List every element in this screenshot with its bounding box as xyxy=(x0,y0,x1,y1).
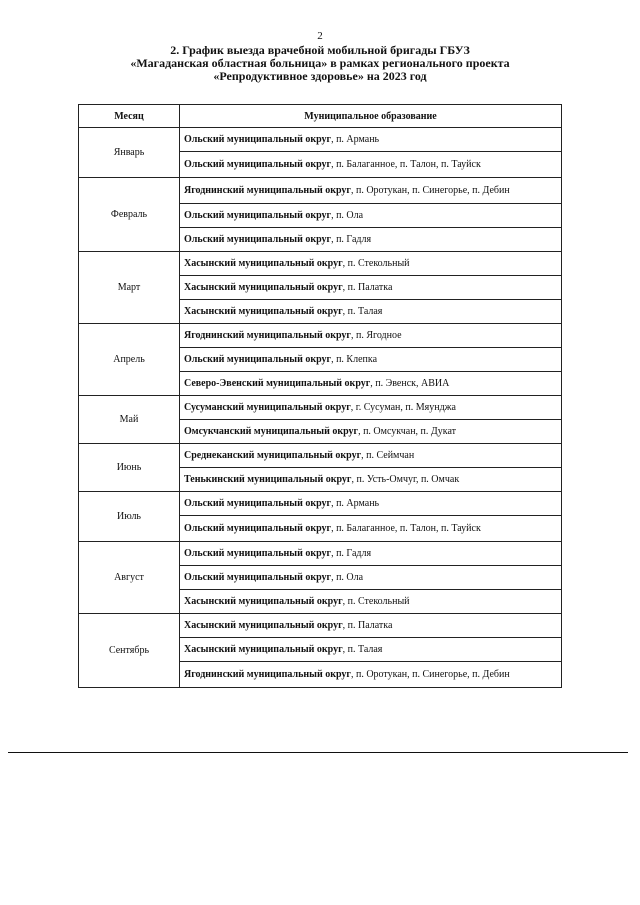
municipality-cell xyxy=(180,396,562,420)
settlement-list: , п. Талая xyxy=(342,644,383,655)
settlement-list: , г. Сусуман, п. Мяунджа xyxy=(350,402,456,413)
table-row xyxy=(79,396,562,420)
settlement-list: , п. Армань xyxy=(331,498,380,509)
month-cell: Июль xyxy=(79,492,180,542)
settlement-list: , п. Эвенск, АВИА xyxy=(370,378,450,389)
settlement-list: , п. Балаганное, п. Талон, п. Тауйск xyxy=(331,523,481,534)
municipality-cell xyxy=(180,300,562,324)
municipality-cell xyxy=(180,178,562,204)
municipality-name: Омсукчанский муниципальный округ xyxy=(184,426,359,437)
municipality-name: Среднеканский муниципальный округ xyxy=(184,450,362,461)
municipality-name: Северо-Эвенский муниципальный округ xyxy=(184,378,371,389)
municipality-cell xyxy=(180,324,562,348)
table-row xyxy=(79,178,562,204)
municipality-name: Тенькинский муниципальный округ xyxy=(184,474,352,485)
settlement-list: , п. Гадля xyxy=(331,234,372,245)
municipality-cell xyxy=(180,152,562,178)
municipality-cell xyxy=(180,348,562,372)
municipality-name: Ольский муниципальный округ xyxy=(184,159,332,170)
settlement-list: , п. Оротукан, п. Синегорье, п. Дебин xyxy=(350,669,510,680)
municipality-cell xyxy=(180,662,562,688)
title-line-1: 2. График выезда врачебной мобильной бригады ГБУЗ xyxy=(170,43,470,57)
settlement-list: , п. Гадля xyxy=(331,548,372,559)
municipality-name: Ягоднинский муниципальный округ xyxy=(184,185,351,196)
table-row xyxy=(79,614,562,638)
settlement-list: , п. Ягодное xyxy=(350,330,402,341)
title-line-2: «Магаданская областная больница» в рамках регионального проекта xyxy=(130,56,510,70)
settlement-list: , п. Сеймчан xyxy=(361,450,415,461)
municipality-cell xyxy=(180,516,562,542)
municipality-cell xyxy=(180,372,562,396)
settlement-list: , п. Балаганное, п. Талон, п. Тауйск xyxy=(331,159,481,170)
month-cell: Март xyxy=(79,252,180,324)
municipality-cell xyxy=(180,128,562,152)
municipality-name: Ольский муниципальный округ xyxy=(184,572,332,583)
municipality-cell xyxy=(180,542,562,566)
month-cell: Сентябрь xyxy=(79,614,180,688)
table-row xyxy=(79,542,562,566)
municipality-cell xyxy=(180,468,562,492)
title-line-3: «Репродуктивное здоровье» на 2023 год xyxy=(213,69,427,83)
municipality-cell xyxy=(180,228,562,252)
settlement-list: , п. Клепка xyxy=(331,354,378,365)
header-month: Месяц xyxy=(79,105,180,128)
municipality-cell xyxy=(180,638,562,662)
settlement-list: , п. Стекольный xyxy=(342,596,410,607)
municipality-cell xyxy=(180,590,562,614)
municipality-name: Ольский муниципальный округ xyxy=(184,523,332,534)
page-number: 2 xyxy=(317,30,323,42)
municipality-name: Хасынский муниципальный округ xyxy=(184,596,343,607)
settlement-list: , п. Оротукан, п. Синегорье, п. Дебин xyxy=(350,185,510,196)
table-header-row xyxy=(79,105,562,128)
municipality-cell xyxy=(180,420,562,444)
settlement-list: , п. Армань xyxy=(331,134,380,145)
settlement-list: , п. Ола xyxy=(331,210,364,221)
schedule-table xyxy=(78,104,562,688)
municipality-name: Сусуманский муниципальный округ xyxy=(184,402,351,413)
settlement-list: , п. Стекольный xyxy=(342,258,410,269)
settlement-list: , п. Омсукчан, п. Дукат xyxy=(358,426,456,437)
settlement-list: , п. Палатка xyxy=(342,620,393,631)
table-row xyxy=(79,492,562,516)
municipality-name: Ольский муниципальный округ xyxy=(184,354,332,365)
municipality-name: Хасынский муниципальный округ xyxy=(184,258,343,269)
municipality-name: Ягоднинский муниципальный округ xyxy=(184,330,351,341)
settlement-list: , п. Ола xyxy=(331,572,364,583)
municipality-cell xyxy=(180,276,562,300)
table-row xyxy=(79,324,562,348)
municipality-name: Ягоднинский муниципальный округ xyxy=(184,669,351,680)
settlement-list: , п. Палатка xyxy=(342,282,393,293)
bottom-divider xyxy=(8,752,628,753)
municipality-cell xyxy=(180,614,562,638)
municipality-name: Хасынский муниципальный округ xyxy=(184,644,343,655)
month-cell: Июнь xyxy=(79,444,180,492)
municipality-name: Хасынский муниципальный округ xyxy=(184,282,343,293)
settlement-list: , п. Усть-Омчуг, п. Омчак xyxy=(351,474,460,485)
municipality-cell xyxy=(180,204,562,228)
month-cell: Август xyxy=(79,542,180,614)
schedule-body xyxy=(79,128,562,688)
municipality-cell xyxy=(180,566,562,590)
month-cell: Апрель xyxy=(79,324,180,396)
settlement-list: , п. Талая xyxy=(342,306,383,317)
municipality-cell xyxy=(180,252,562,276)
month-cell: Январь xyxy=(79,128,180,178)
header-municipality: Муниципальное образование xyxy=(180,105,562,128)
table-row xyxy=(79,128,562,152)
document-title xyxy=(60,44,580,83)
month-cell: Февраль xyxy=(79,178,180,252)
municipality-cell xyxy=(180,492,562,516)
table-row xyxy=(79,252,562,276)
municipality-name: Хасынский муниципальный округ xyxy=(184,306,343,317)
municipality-name: Ольский муниципальный округ xyxy=(184,234,332,245)
table-row xyxy=(79,444,562,468)
month-cell: Май xyxy=(79,396,180,444)
municipality-name: Ольский муниципальный округ xyxy=(184,498,332,509)
municipality-cell xyxy=(180,444,562,468)
municipality-name: Ольский муниципальный округ xyxy=(184,548,332,559)
municipality-name: Хасынский муниципальный округ xyxy=(184,620,343,631)
municipality-name: Ольский муниципальный округ xyxy=(184,134,332,145)
municipality-name: Ольский муниципальный округ xyxy=(184,210,332,221)
